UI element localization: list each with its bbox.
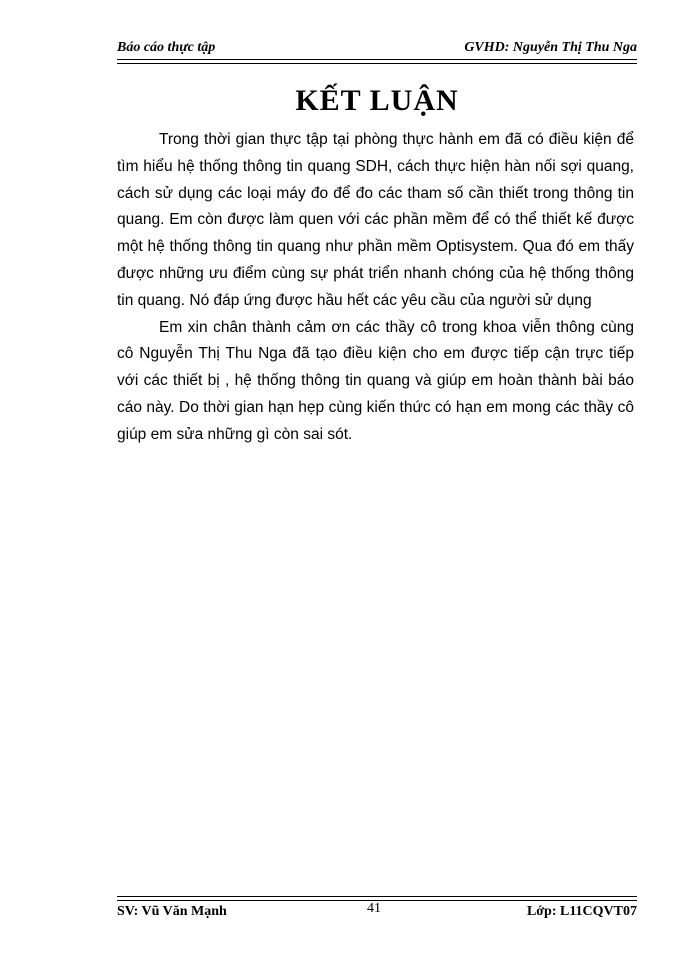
header-report-label: Báo cáo thực tập [117,40,216,55]
paragraph-2: Em xin chân thành cảm ơn các thầy cô trong khoa viễn thông cùng cô Nguyễn Thị Thu Nga đã tạo điều kiện cho em được tiếp cận trực tiếp với các thiết bị , hệ thống thông tin quang và giúp em hoàn thành bài báo cáo này. Do thời gian hạn hẹp cùng kiến thức có hạn em mong các thầy cô giúp em sửa những gì còn sai sót. [117,318,634,443]
page-title: KẾT LUẬN [295,84,459,117]
page-footer [117,901,637,921]
header-divider [117,59,637,64]
footer-class-label: Lớp: L11CQVT07 [526,904,637,919]
page-header [117,40,637,58]
header-advisor-label: GVHD: Nguyễn Thị Thu Nga [464,40,637,55]
footer-student-label: SV: Vũ Văn Mạnh [117,904,227,919]
page-number: 41 [367,901,381,916]
paragraph-1: Trong thời gian thực tập tại phòng thực hành em đã có điều kiện để tìm hiểu hệ thống thông tin quang SDH, cách thực hiện hàn nối sợi quang, cách sử dụng các loại máy đo để đo các tham số cần thiết trong thông tin quang. Em còn được làm quen với các phần mềm để có thể thiết kế được một hệ thống thông tin quang như phần mềm Optisystem. Qua đó em thấy được những ưu điểm cùng sự phát triển nhanh chóng của hệ thống thông tin quang. Nó đáp ứng được hầu hết các yêu cầu của người sử dụng [117,131,634,309]
document-body [117,127,634,449]
